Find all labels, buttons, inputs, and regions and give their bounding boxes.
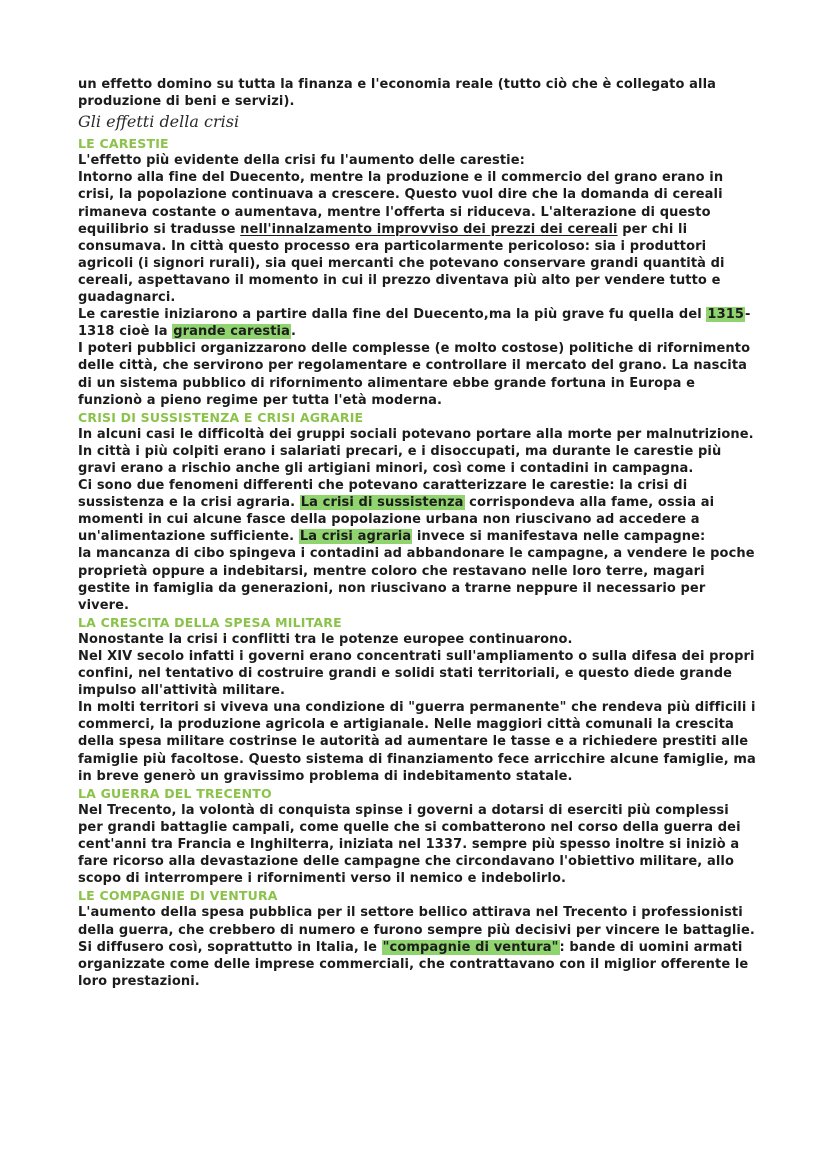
section-title-carestie: LE CARESTIE bbox=[78, 136, 169, 152]
paragraph: L'effetto più evidente della crisi fu l'aumento delle carestie: bbox=[78, 153, 525, 169]
paragraph: I poteri pubblici organizzarono delle complesse (e molto costose) politiche di rifornimento delle città, che servirono per regolamentare e controllare il mercato del grano. La nascita di un sistema pubblico di rifornimento alimentare ebbe grande fortuna in Europa e funzionò a pieno regime per tutta l'età moderna. bbox=[78, 341, 751, 408]
section-carestie bbox=[78, 135, 758, 409]
text-run: per chi li consumava. In città questo processo era particolarmente pericoloso: sia i produttori agricoli (i signori rurali), sia quei mercanti che potevano conservare grandi quantità di cereali, aspettavano il momento in cui il prezzo diventava più alto per vendere tutto e guadagnarci. bbox=[78, 221, 725, 306]
paragraph: Nel Trecento, la volontà di conquista spinse i governi a dotarsi di eserciti più complessi per grandi battaglie campali, come quelle che si combatterono nel corso della guerra dei cent'anni tra Francia e Inghilterra, iniziata nel 1337. sempre più spesso inoltre si iniziò a fare ricorso alla devastazione delle campagne che circondavano l'obiettivo militare, allo scopo di interrompere i rifornimenti verso il nemico e indebolirlo. bbox=[78, 802, 741, 887]
text-run: . bbox=[290, 324, 297, 340]
section-compagnie-ventura bbox=[78, 887, 758, 990]
text-run: L'aumento della spesa pubblica per il settore bellico attirava nel Trecento i professionisti della guerra, che crebbero di numero e furono sempre più decisivi per vincere le battaglie. Si diffusero così, soprattutto in Italia, le bbox=[78, 905, 755, 955]
paragraph: Nonostante la crisi i conflitti tra le potenze europee continuarono. bbox=[78, 631, 573, 647]
highlighted-text: "compagnie di ventura" bbox=[382, 939, 559, 955]
paragraph: In città i più colpiti erano i salariati precari, e i disoccupati, ma durante le carestie più gravi erano a rischio anche gli artigiani minori, così come i contadini in campagna. bbox=[78, 443, 722, 476]
section-title-spesa-militare: LA CRESCITA DELLA SPESA MILITARE bbox=[78, 614, 342, 630]
section-title-guerra: LA GUERRA DEL TRECENTO bbox=[78, 785, 272, 801]
text-run: Intorno alla fine del Duecento, mentre la produzione e il commercio del grano erano in crisi, la popolazione continuava a crescere. Questo vuol dire che la domanda di cereali rimaneva costante o aumentava, mentre l'offerta si riduceva. L'alterazione di questo equilibrio si tradusse bbox=[78, 170, 724, 237]
highlighted-text: La crisi di sussistenza bbox=[300, 495, 464, 511]
text-run: : bande di uomini armati organizzate come delle imprese commerciali, che contrattavano con il miglior offerente le loro prestazioni. bbox=[78, 939, 749, 989]
paragraph: Nel XIV secolo infatti i governi erano concentrati sull'ampliamento o sulla difesa dei propri confini, nel tentativo di costruire grandi e solidi stati territoriali, e questo diede grande impulso all'attività militare. bbox=[78, 649, 755, 699]
text-run: invece si manifestava nelle campagne: bbox=[412, 529, 706, 545]
text-run: corrispondeva alla fame, ossia ai momenti in cui alcune fasce della popolazione urbana non riuscivano ad accedere a un'alimentazione sufficiente. bbox=[78, 495, 715, 545]
paragraph bbox=[78, 477, 758, 545]
intro-paragraph: un effetto domino su tutta la finanza e l'economia reale (tutto ciò che è collegato alla produzione di beni e servizi). bbox=[78, 77, 716, 110]
paragraph: la mancanza di cibo spingeva i contadini ad abbandonare le campagne, a vendere le poche proprietà oppure a indebitarsi, mentre coloro che restavano nelle loro terre, magari gestite in famiglia da generazioni, non riuscivano a trarne neppure il necessario per vivere. bbox=[78, 546, 755, 613]
underlined-text: nell'innalzamento improvviso dei prezzi dei cereali bbox=[240, 221, 618, 237]
paragraph: In alcuni casi le difficoltà dei gruppi sociali potevano portare alla morte per malnutrizione. bbox=[78, 426, 754, 442]
paragraph: In molti territori si viveva una condizione di "guerra permanente" che rendeva più difficili i commerci, la produzione agricola e artigianale. Nelle maggiori città comunali la crescita della spesa militare costrinse le autorità ad aumentare le tasse e a richiedere prestiti alle famiglie più facoltose. Questo sistema di finanziamento fece arricchire alcune famiglie, ma in breve generò un gravissimo problema di indebitamento statale. bbox=[78, 700, 756, 784]
section-title-compagnie: LE COMPAGNIE DI VENTURA bbox=[78, 888, 278, 904]
handwritten-heading: Gli effetti della crisi bbox=[78, 112, 240, 132]
text-run: Le carestie iniziarono a partire dalla fine del Duecento,ma la più grave fu quella del bbox=[78, 307, 707, 323]
section-title-sussistenza: CRISI DI SUSSISTENZA E CRISI AGRARIE bbox=[78, 409, 364, 425]
paragraph bbox=[78, 169, 758, 306]
highlighted-text: La crisi agraria bbox=[299, 529, 412, 545]
section-guerra-trecento bbox=[78, 785, 758, 888]
text-run: -1318 cioè la bbox=[78, 307, 751, 340]
paragraph bbox=[78, 306, 758, 340]
section-spesa-militare bbox=[78, 614, 758, 785]
paragraph bbox=[78, 904, 758, 989]
section-sussistenza bbox=[78, 409, 758, 614]
text-run: Ci sono due fenomeni differenti che potevano caratterizzare le carestie: la crisi di sussistenza e la crisi agraria. bbox=[78, 478, 688, 511]
highlighted-text: grande carestia bbox=[173, 324, 290, 340]
highlighted-text: 1315 bbox=[707, 307, 745, 323]
